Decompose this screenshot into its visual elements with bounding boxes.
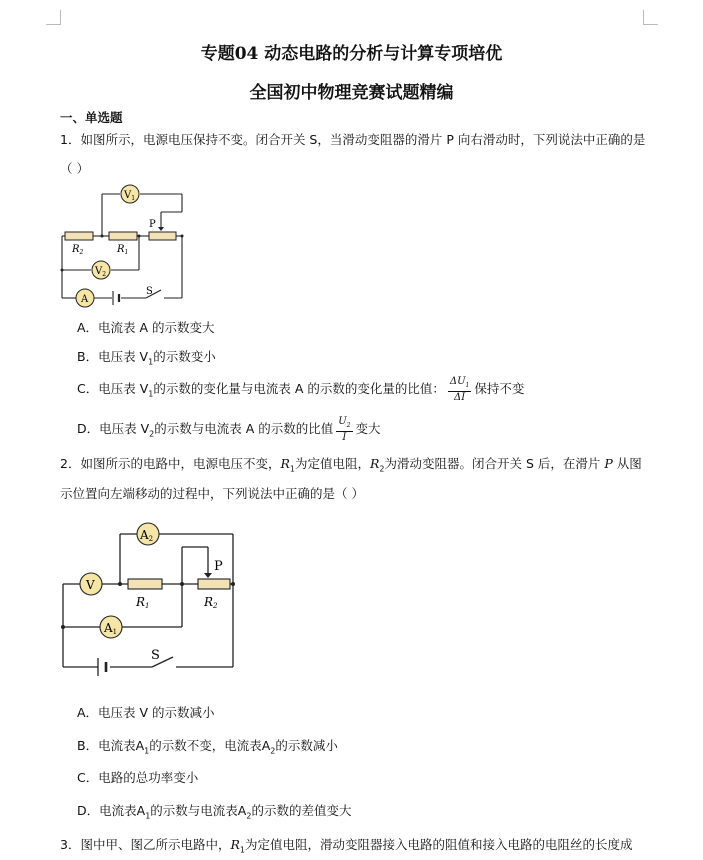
resistor-r1 <box>128 579 162 589</box>
crop-mark-top-left <box>46 10 61 25</box>
question-2-text-line1: 2．如图所示的电路中，电源电压不变，$R_1$为定值电阻，$R_2$为滑动变阻器。闭合开关 S 后，在滑片 P 从图 <box>60 456 642 474</box>
label-p: P <box>149 219 156 230</box>
label-r1: R <box>136 595 146 609</box>
resistor-r1 <box>109 232 137 240</box>
slider-arrow-icon <box>204 573 212 578</box>
q2-option-a[interactable]: A．电压表 V 的示数减小 <box>77 705 215 720</box>
question-1-circuit-diagram <box>58 180 198 310</box>
battery-icon <box>113 291 119 305</box>
question-1-blank: （ ） <box>60 161 89 176</box>
slider-arrow-icon <box>158 227 164 231</box>
slide-rheostat <box>149 232 176 240</box>
svg-text:R1: $R_1$ <box>117 244 129 256</box>
svg-text:V2: $V_2$ <box>95 266 107 278</box>
page-subtitle: 全国初中物理竞赛试题精编 <box>249 83 454 103</box>
question-2-text-line2: 示位置向左端移动的过程中，下列说法中正确的是（ ） <box>60 486 364 501</box>
label-r2: R <box>204 595 214 609</box>
q2-option-b[interactable]: B．电流表$A_1$的示数不变，电流表$A_2$的示数减小 <box>77 738 338 756</box>
label-a: A <box>81 294 89 305</box>
label-a2: A <box>140 528 149 542</box>
q2-option-d[interactable]: D．电流表$A_1$的示数与电流表$A_2$的示数的差值变大 <box>77 803 352 821</box>
svg-text:A1: A1 <box>104 621 118 636</box>
crop-mark-top-right <box>643 10 658 25</box>
fraction-u2-i: $\frac{U_2}{I}$ <box>338 416 351 443</box>
q1-option-a[interactable]: A．电流表 A 的示数变大 <box>77 320 215 335</box>
svg-text:V1: $V_1$ <box>124 190 136 202</box>
question-1-text: 1．如图所示，电源电压保持不变。闭合开关 S，当滑动变阻器的滑片 P 向右滑动时，下列说法中正确的是 <box>60 132 646 147</box>
label-r2: R <box>72 244 80 255</box>
q1-option-c[interactable]: C．电压表 $V_1$的示数的变化量与电流表 A 的示数的变化量的比值： $\frac{\Delta U_1}{\Delta I}$ 保持不变 <box>77 376 525 403</box>
svg-text:A2: A2 <box>140 528 154 543</box>
fraction-du1-di: $\frac{\Delta U_1}{\Delta I}$ <box>449 376 470 403</box>
label-v: V <box>86 578 95 592</box>
label-s: S <box>146 286 153 297</box>
label-r1: R <box>117 244 125 255</box>
label-v2: V <box>95 266 103 277</box>
svg-text:R1: R1 <box>136 595 150 610</box>
section-heading: 一、单选题 <box>60 110 123 125</box>
q2-option-c[interactable]: C．电路的总功率变小 <box>77 770 199 785</box>
resistor-r2 <box>65 232 93 240</box>
resistor-r2-rheostat <box>198 579 230 589</box>
label-p: P <box>214 559 223 574</box>
question-3-text: 3．图中甲、图乙所示电路中，$R_1$为定值电阻，滑动变阻器接入电路的阻值和接入电路的电阻丝的长度成 <box>60 837 633 855</box>
svg-text:R2: R2 <box>204 595 218 610</box>
q1-option-b[interactable]: B．电压表 $V_1$的示数变小 <box>77 349 216 367</box>
svg-text:R2: $R_2$ <box>72 244 84 256</box>
q1-option-d[interactable]: D．电压表 $V_2$的示数与电流表 A 的示数的比值 $\frac{U_2}{I}$ 变大 <box>77 416 381 443</box>
label-a1: A <box>104 621 113 635</box>
battery-icon <box>98 658 106 676</box>
label-v1: V <box>124 190 132 201</box>
question-2-circuit-diagram <box>58 515 248 685</box>
page-title: 专题04 动态电路的分析与计算专项培优 <box>200 44 503 64</box>
label-s: S <box>151 648 160 663</box>
